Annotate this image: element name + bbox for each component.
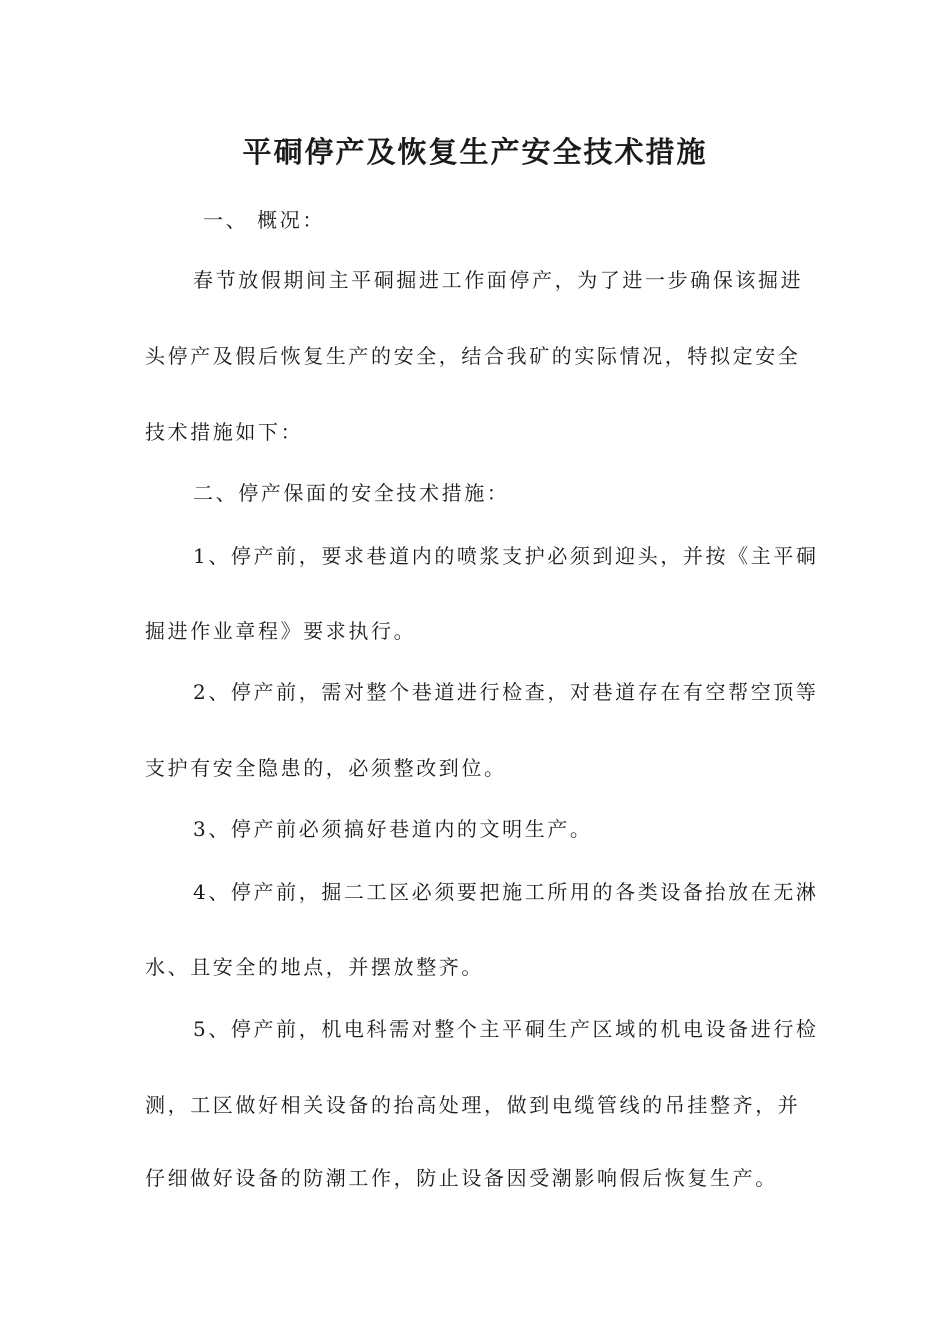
item-line: 3、停产前必须搞好巷道内的文明生产。 xyxy=(193,817,593,841)
item-line: 支护有安全隐患的，必须整改到位。 xyxy=(145,756,507,780)
paragraph-line: 春节放假期间主平硐掘进工作面停产，为了进一步确保该掘进 xyxy=(193,268,804,292)
section-heading-measures: 二、停产保面的安全技术措施： xyxy=(193,481,510,505)
paragraph-line: 技术措施如下： xyxy=(145,420,304,444)
item-line: 掘进作业章程》要求执行。 xyxy=(145,619,417,643)
document-title: 平硐停产及恢复生产安全技术措施 xyxy=(242,135,708,169)
item-line: 5、停产前，机电科需对整个主平硐生产区域的机电设备进行检 xyxy=(193,1017,819,1041)
item-line: 1、停产前，要求巷道内的喷浆支护必须到迎头，并按《主平硐 xyxy=(193,544,819,568)
item-line: 2、停产前，需对整个巷道进行检查，对巷道存在有空帮空顶等 xyxy=(193,680,819,704)
item-line: 4、停产前，掘二工区必须要把施工所用的各类设备抬放在无淋 xyxy=(193,880,819,904)
paragraph-line: 头停产及假后恢复生产的安全，结合我矿的实际情况，特拟定安全 xyxy=(145,344,801,368)
item-line: 仔细做好设备的防潮工作，防止设备因受潮影响假后恢复生产。 xyxy=(145,1166,778,1190)
item-line: 水、且安全的地点，并摆放整齐。 xyxy=(145,955,484,979)
item-line: 测，工区做好相关设备的抬高处理，做到电缆管线的吊挂整齐，并 xyxy=(145,1093,801,1117)
section-heading-overview: 一、 概况： xyxy=(203,208,325,232)
